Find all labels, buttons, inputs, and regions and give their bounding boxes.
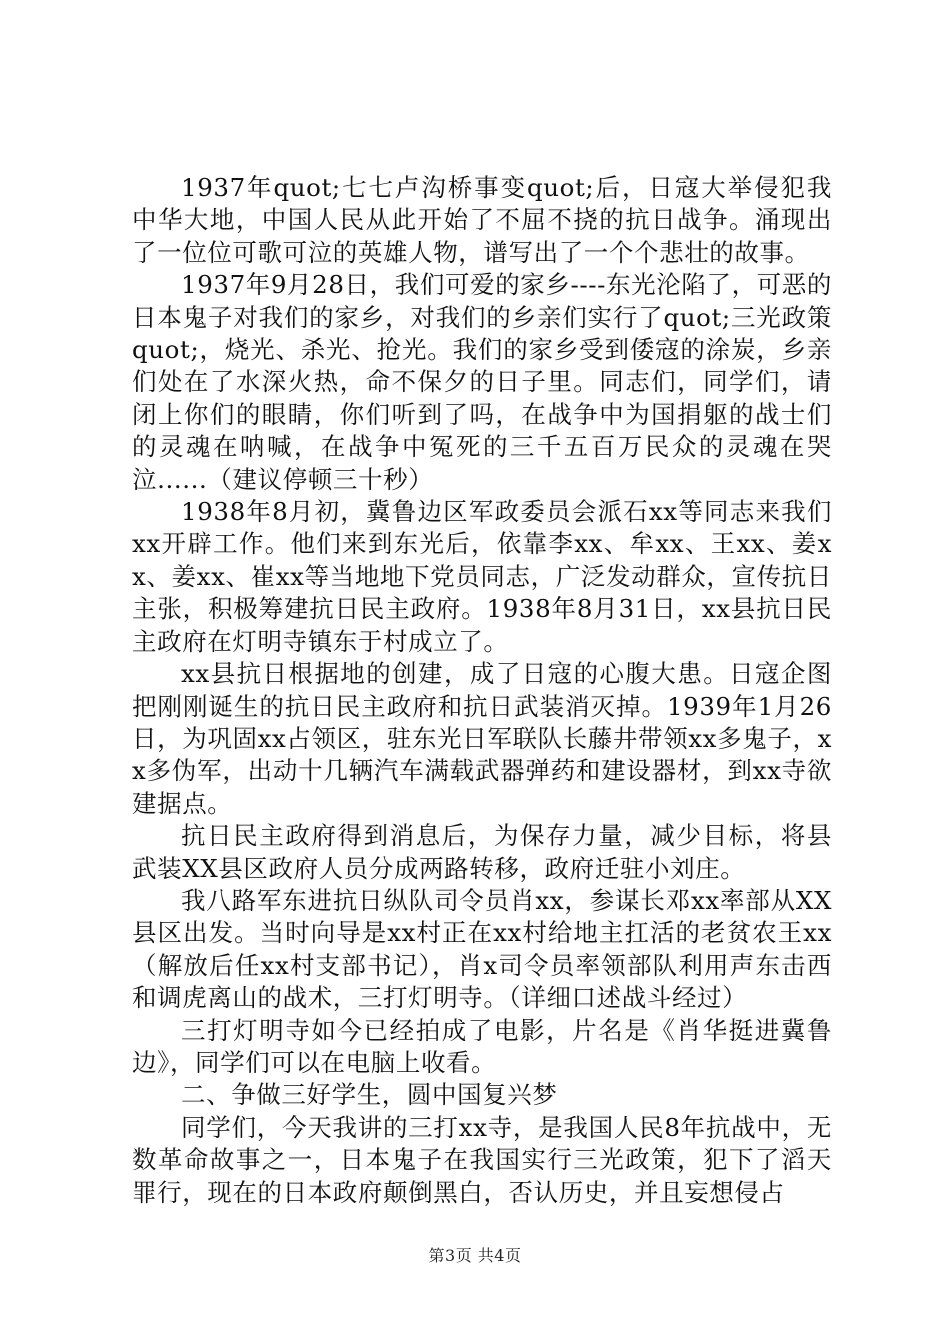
section-heading: 二、争做三好学生，圆中国复兴梦: [181, 1080, 558, 1110]
page-number-footer: 第3页 共4页: [428, 1246, 522, 1265]
paragraph: 三打灯明寺如今已经拍成了电影，片名是《肖华挺进冀鲁边》，同学们可以在电脑上收看。: [132, 1015, 832, 1077]
paragraph: 同学们，今天我讲的三打xx寺，是我国人民8年抗战中，无数革命故事之一，日本鬼子在我国实行三光政策，犯下了滔天罪行，现在的日本政府颠倒黑白，否认历史，并且妄想侵占: [132, 1112, 832, 1207]
paragraph: 1937年quot;七七卢沟桥事变quot;后，日寇大举侵犯我中华大地，中国人民从此开始了不屈不挠的抗日战争。涌现出了一位位可歌可泣的英雄人物，谱写出了一个个悲壮的故事。: [132, 173, 832, 267]
paragraph: 1938年8月初，冀鲁边区军政委员会派石xx等同志来我们xx开辟工作。他们来到东光后，依靠李xx、牟xx、王xx、姜xx、姜xx、崔xx等当地地下党员同志，广泛发动群众，宣传抗日主张，积极筹建抗日民主政府。1938年8月31日，xx县抗日民主政府在灯明寺镇东于村成立了。: [132, 497, 832, 656]
paragraph: 1937年9月28日，我们可爱的家乡----东光沦陷了，可恶的日本鬼子对我们的家乡，对我们的乡亲们实行了quot;三光政策quot;，烧光、杀光、抢光。我们的家乡受到倭寇的涂炭，乡亲们处在了水深火热，命不保夕的日子里。同志们，同学们，请闭上你们的眼睛，你们听到了吗，在战争中为国捐躯的战士们的灵魂在呐喊，在战争中冤死的三千五百万民众的灵魂在哭泣......（建议停顿三十秒）: [132, 270, 832, 494]
paragraph: xx县抗日根据地的创建，成了日寇的心腹大患。日寇企图把刚刚诞生的抗日民主政府和抗日武装消灭掉。1939年1月26日，为巩固xx占领区，驻东光日军联队长藤井带领xx多鬼子，xx多伪军，出动十几辆汽车满载武器弹药和建设器材，到xx寺欲建据点。: [132, 659, 832, 818]
paragraph: 我八路军东进抗日纵队司令员肖xx，参谋长邓xx率部从XX县区出发。当时向导是xx村正在xx村给地主扛活的老贫农王xx（解放后任xx村支部书记），肖x司令员率领部队利用声东击西和调虎离山的战术，三打灯明寺。（详细口述战斗经过）: [132, 885, 832, 1013]
document-body: [132, 172, 832, 1209]
paragraph: 抗日民主政府得到消息后，为保存力量，减少目标，将县武装XX县区政府人员分成两路转移，政府迁驻小刘庄。: [132, 821, 832, 883]
